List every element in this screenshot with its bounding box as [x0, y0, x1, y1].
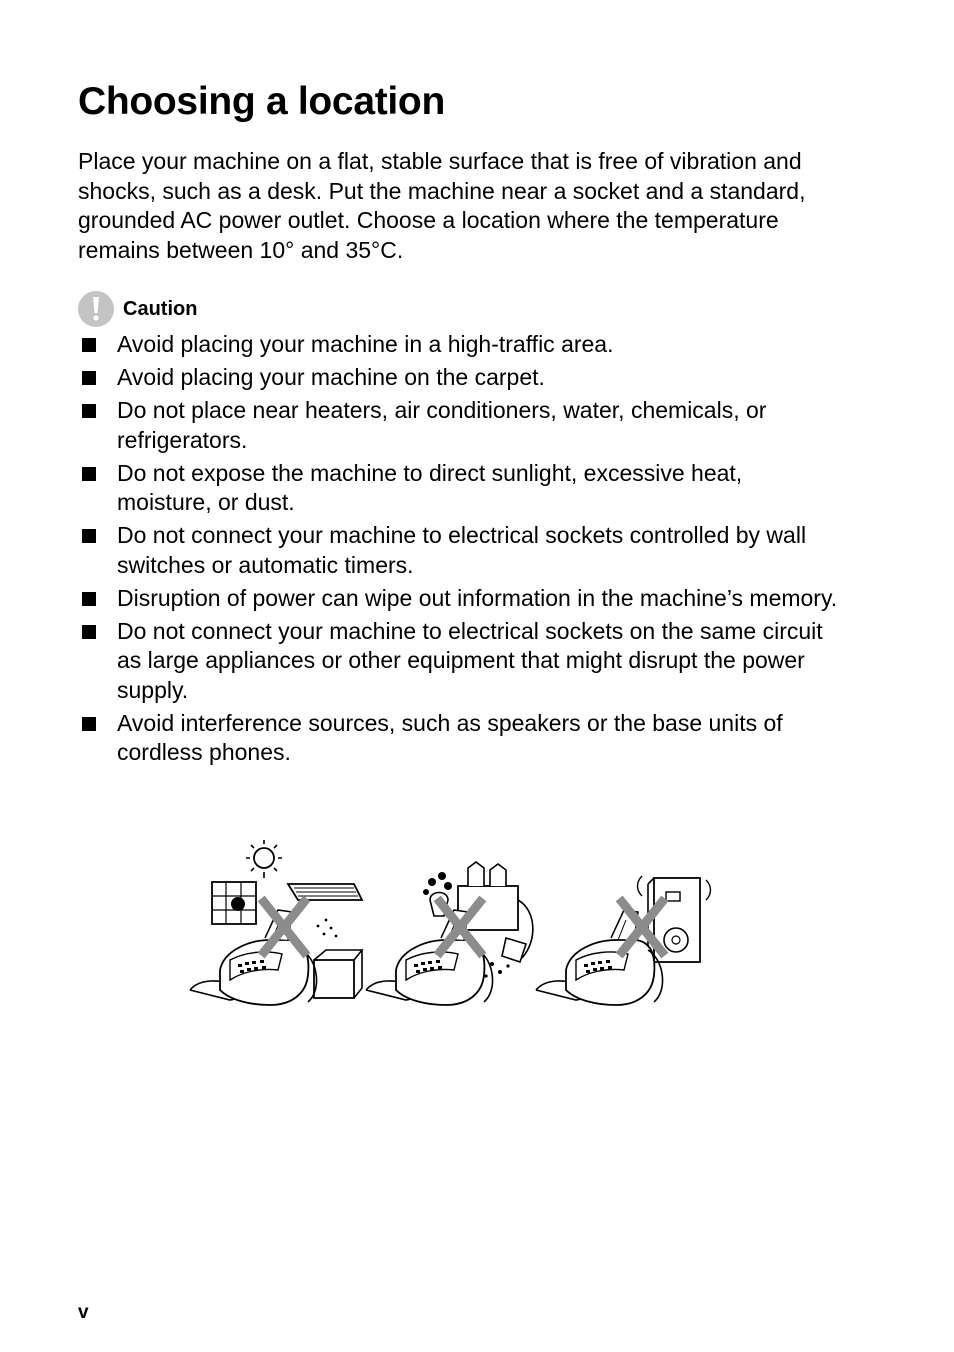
list-item [78, 459, 838, 518]
bullet-square-icon [82, 404, 96, 418]
list-item [78, 617, 838, 706]
list-item [78, 330, 838, 360]
bullet-square-icon [82, 625, 96, 639]
list-item-text: Avoid placing your machine on the carpet. [117, 364, 545, 390]
list-item-text: Do not connect your machine to electrical sockets controlled by wall switches or automatic timers. [117, 522, 807, 578]
water-chemicals-illustration [366, 862, 533, 1005]
bullet-square-icon [82, 529, 96, 543]
bullet-square-icon [82, 338, 96, 352]
list-item-text: Avoid placing your machine in a high-traffic area. [117, 331, 614, 357]
list-item-text: Avoid interference sources, such as speakers or the base units of cordless phones. [117, 709, 783, 765]
list-item [78, 363, 838, 393]
list-item-text: Do not expose the machine to direct sunlight, excessive heat, moisture, or dust. [117, 459, 743, 515]
list-item [78, 584, 838, 614]
speaker-interference-illustration [536, 876, 711, 1005]
exclamation-icon [78, 291, 114, 327]
list-item [78, 396, 838, 455]
list-item-text: Do not place near heaters, air conditioners, water, chemicals, or refrigerators. [117, 397, 767, 453]
list-item-text: Disruption of power can wipe out information in the machine’s memory. [117, 584, 838, 611]
list-item [78, 709, 838, 768]
intro-paragraph: Place your machine on a flat, stable surface that is free of vibration and shocks, such as a desk. Put the machine near a socket and a standard, grounded AC power outlet. Choose a location where the temperature remains between 10° and 35°C. [78, 148, 806, 263]
page-number: v [78, 1302, 89, 1323]
caution-label: Caution [123, 297, 198, 320]
placement-illustrations [186, 840, 716, 1012]
bullet-square-icon [82, 717, 96, 731]
caution-heading [78, 291, 197, 327]
caution-list [78, 330, 838, 771]
bullet-square-icon [82, 371, 96, 385]
list-item [78, 521, 838, 580]
bullet-square-icon [82, 467, 96, 481]
list-item-text: Do not connect your machine to electrical sockets on the same circuit as large appliances or other equipment that might disrupt the power supply. [117, 617, 823, 703]
page-title: Choosing a location [78, 80, 445, 123]
bullet-square-icon [82, 592, 96, 606]
heat-sun-humidity-illustration [190, 840, 362, 1005]
